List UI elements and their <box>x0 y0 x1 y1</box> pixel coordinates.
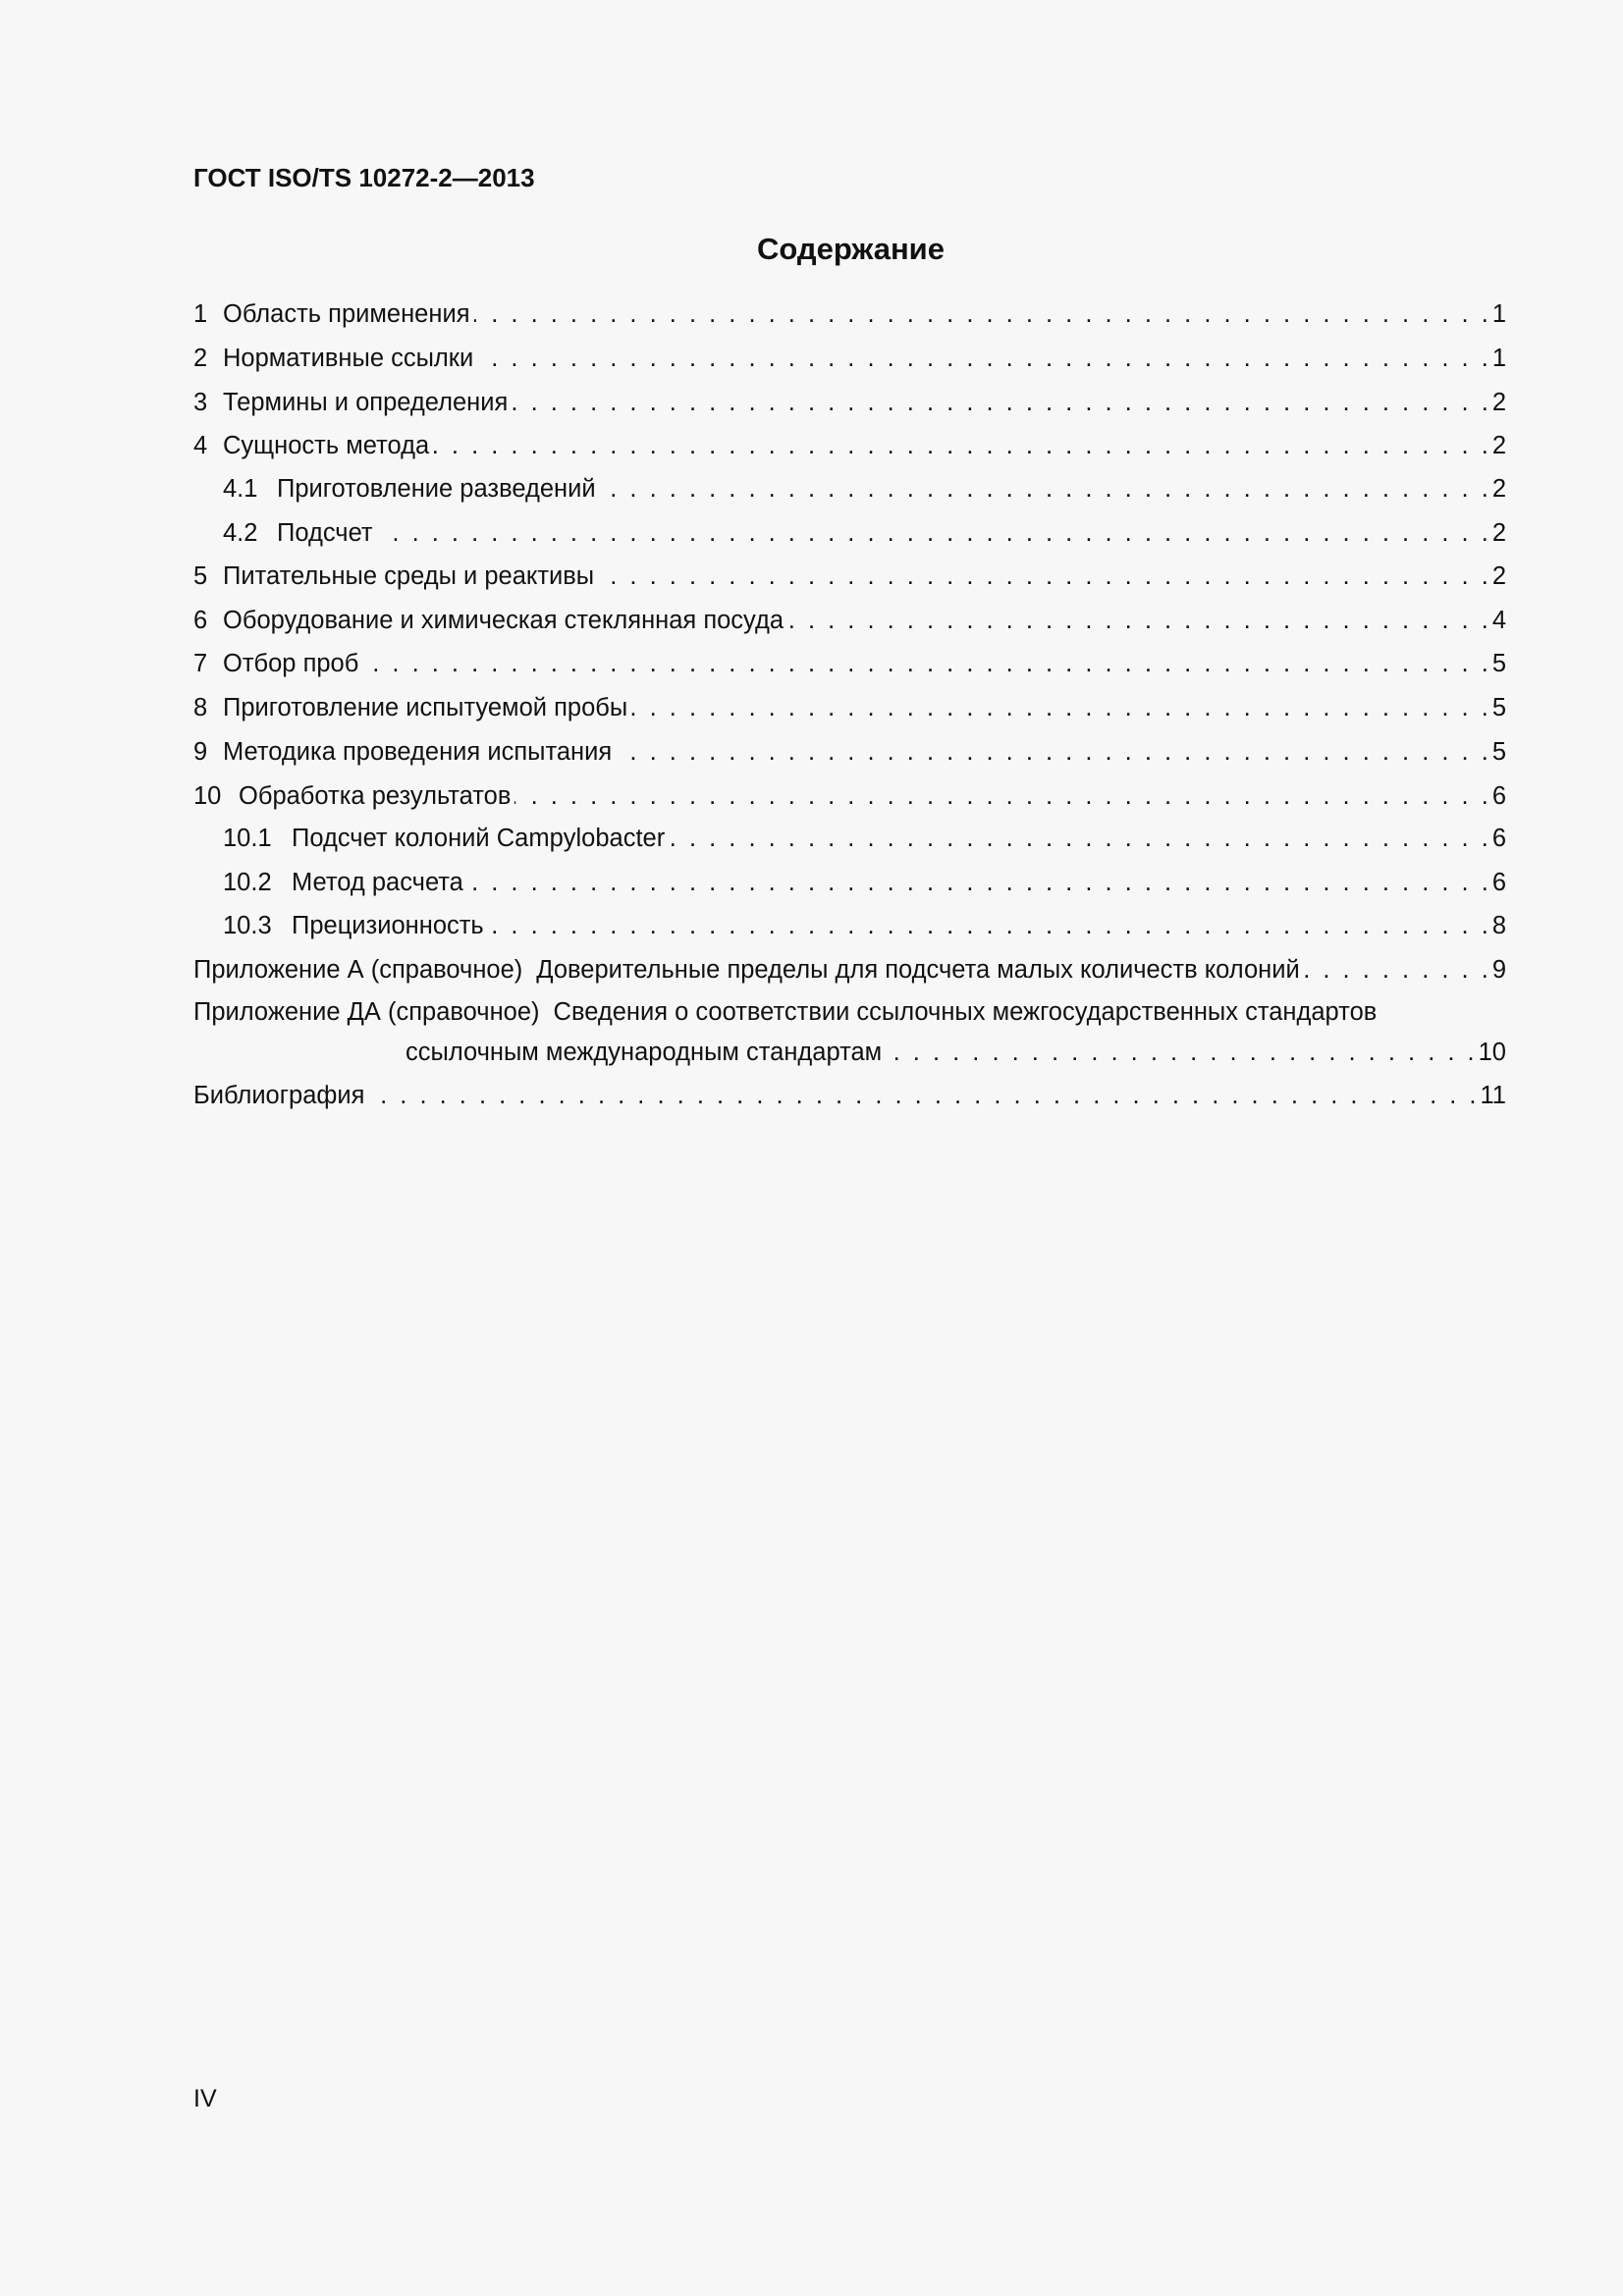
toc-page: 6 <box>1491 825 1506 852</box>
toc-label: Термины и определения <box>223 389 509 416</box>
dot-leader <box>474 300 1488 329</box>
toc-number: 10 <box>193 782 222 810</box>
toc-item[interactable] <box>223 475 1506 508</box>
toc-item[interactable] <box>193 300 1506 334</box>
dot-leader <box>1304 956 1488 985</box>
dot-leader <box>362 650 1488 678</box>
toc-item-appendix-da-continued[interactable] <box>406 1039 1506 1072</box>
toc-label: Область применения <box>223 300 470 328</box>
dot-leader <box>616 738 1488 767</box>
toc-item[interactable] <box>223 869 1506 902</box>
toc-page: 2 <box>1491 389 1506 416</box>
toc-number: 1 <box>193 300 208 328</box>
dot-leader <box>669 825 1488 853</box>
dot-leader <box>377 519 1488 548</box>
dot-leader <box>477 345 1488 373</box>
toc-page: 1 <box>1491 300 1506 328</box>
dot-leader <box>631 694 1488 722</box>
toc-number: 4 <box>193 432 208 459</box>
dot-leader <box>514 782 1488 811</box>
toc-label: Сведения о соответствии ссылочных межгосударственных стандартов <box>553 998 1378 1026</box>
toc-label: Методика проведения испытания <box>223 738 613 766</box>
toc-number: 5 <box>193 562 208 590</box>
toc-page: 2 <box>1491 475 1506 503</box>
toc-label: Приготовление разведений <box>277 475 596 503</box>
dot-leader <box>512 389 1488 417</box>
toc-item[interactable] <box>223 825 1506 858</box>
toc-label: Приготовление испытуемой пробы <box>223 694 628 721</box>
toc-number: 7 <box>193 650 208 677</box>
toc-label: Питательные среды и реактивы <box>223 562 595 590</box>
toc-item[interactable] <box>223 519 1506 553</box>
toc-item[interactable] <box>223 912 1506 945</box>
toc-number: 10.3 <box>223 912 272 939</box>
toc-label: Прецизионность <box>292 912 484 939</box>
toc-label: Метод расчета <box>292 869 463 896</box>
toc-label: Сущность метода <box>223 432 430 459</box>
toc-page: 5 <box>1491 650 1506 677</box>
toc-page: 10 <box>1478 1039 1506 1066</box>
dot-leader <box>433 432 1488 460</box>
toc-item-bibliography[interactable] <box>193 1082 1506 1115</box>
toc-item[interactable] <box>193 389 1506 422</box>
toc-page: 5 <box>1491 694 1506 721</box>
toc-label: Оборудование и химическая стеклянная посуда <box>223 607 784 634</box>
dot-leader <box>787 607 1488 635</box>
toc-number: 3 <box>193 389 208 416</box>
toc-page: 2 <box>1491 562 1506 590</box>
toc-item[interactable] <box>193 738 1506 772</box>
toc-page: 8 <box>1491 912 1506 939</box>
toc-number: Приложение ДА (справочное) <box>193 998 540 1026</box>
page-title: Содержание <box>757 232 945 266</box>
dot-leader <box>368 1082 1476 1110</box>
toc-page: 6 <box>1491 869 1506 896</box>
toc-item[interactable] <box>193 782 1506 816</box>
toc-label: Доверительные пределы для подсчета малых количеств колоний <box>536 956 1300 984</box>
toc-number: 10.2 <box>223 869 272 896</box>
toc-label: Обработка результатов <box>239 782 512 810</box>
toc-number: Приложение А (справочное) <box>193 956 523 984</box>
toc-item-appendix-a[interactable] <box>193 956 1506 989</box>
toc-page: 4 <box>1491 607 1506 634</box>
toc-item[interactable] <box>193 607 1506 640</box>
toc-page: 6 <box>1491 782 1506 810</box>
toc-page: 5 <box>1491 738 1506 766</box>
toc-item[interactable] <box>193 562 1506 596</box>
dot-leader <box>467 869 1488 897</box>
toc-number: 2 <box>193 345 208 372</box>
toc-label: Нормативные ссылки <box>223 345 474 372</box>
page-number: IV <box>193 2085 217 2112</box>
toc-number: 6 <box>193 607 208 634</box>
document-id: ГОСТ ISO/TS 10272-2—2013 <box>193 163 535 192</box>
toc-number: 10.1 <box>223 825 272 852</box>
toc-item-appendix-da[interactable] <box>193 998 1506 1032</box>
dot-leader <box>600 475 1488 504</box>
dot-leader <box>488 912 1488 940</box>
toc-number: 4.2 <box>223 519 258 547</box>
toc-label: Библиография <box>193 1082 365 1109</box>
toc-label-continued: ссылочным международным стандартам <box>406 1039 883 1066</box>
toc-page: 9 <box>1491 956 1506 984</box>
toc-item[interactable] <box>193 432 1506 465</box>
toc-page: 2 <box>1491 432 1506 459</box>
toc-item[interactable] <box>193 694 1506 727</box>
toc-label: Подсчет колоний Campylobacter <box>292 825 666 852</box>
toc-item[interactable] <box>193 345 1506 378</box>
toc-number: 9 <box>193 738 208 766</box>
dot-leader <box>886 1039 1474 1067</box>
toc-number: 4.1 <box>223 475 258 503</box>
toc-label: Подсчет <box>277 519 373 547</box>
toc-page: 2 <box>1491 519 1506 547</box>
toc-page: 11 <box>1480 1082 1506 1109</box>
toc-item[interactable] <box>193 650 1506 683</box>
dot-leader <box>598 562 1488 591</box>
toc-label: Отбор проб <box>223 650 359 677</box>
toc-page: 1 <box>1491 345 1506 372</box>
toc-number: 8 <box>193 694 208 721</box>
